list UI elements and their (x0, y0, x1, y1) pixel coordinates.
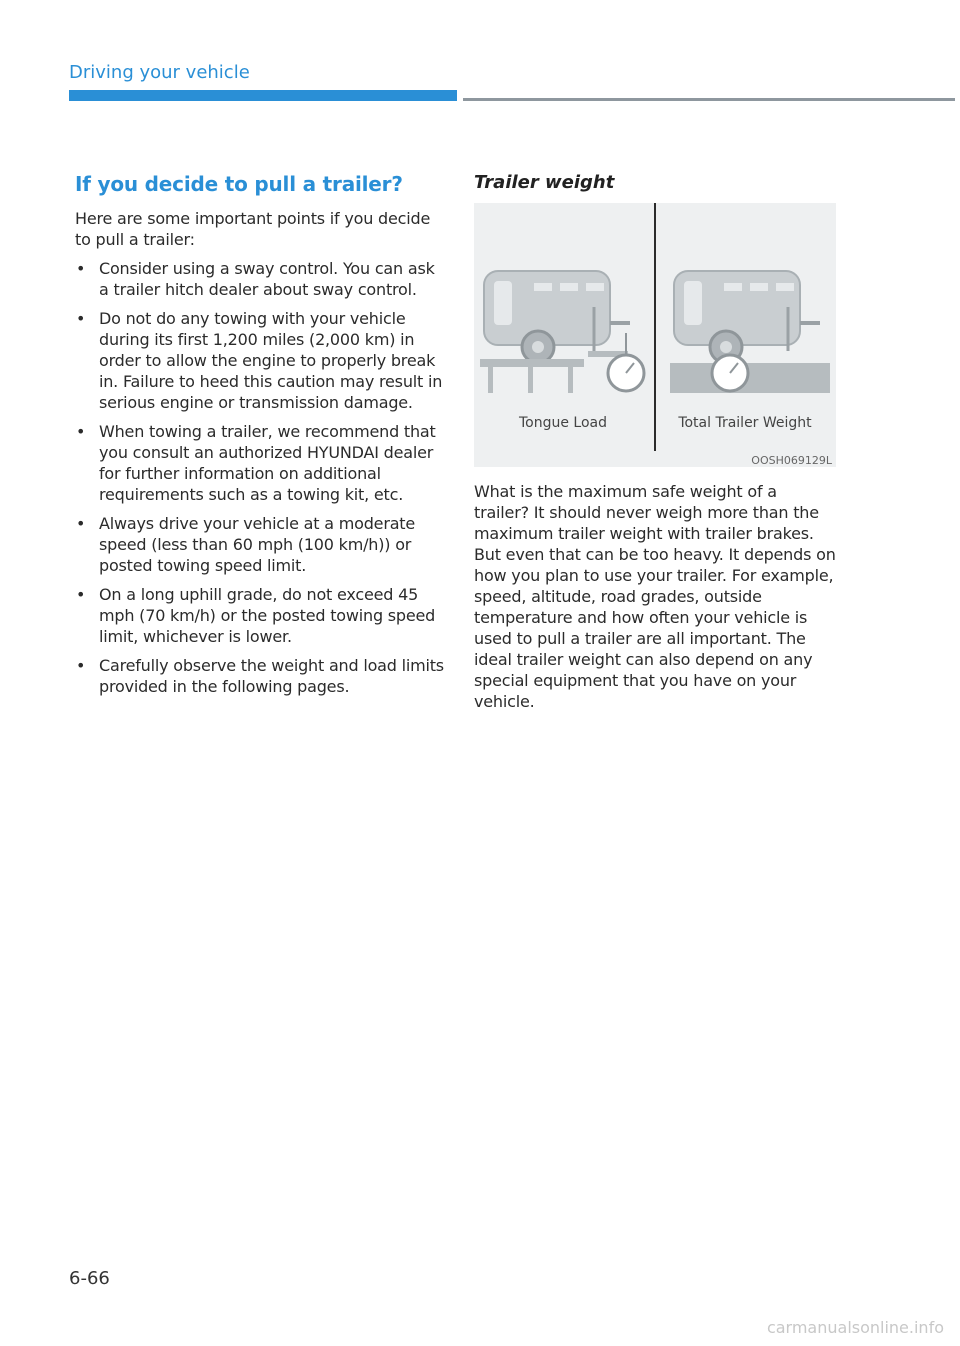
list-item (75, 584, 445, 647)
bullet-icon: • (76, 585, 86, 604)
bullet-list (75, 258, 445, 697)
left-column (75, 172, 445, 705)
list-item (75, 258, 445, 300)
list-item-text: Do not do any towing with your vehicle during its first 1,200 miles (2,000 km) in order to allow the engine to properly break in. Failure to heed this caution may result in serious engine or transmission damage. (99, 309, 443, 412)
list-item (75, 655, 445, 697)
figure-code: OOSH069129L (751, 454, 832, 467)
total-weight-illustration (670, 263, 830, 398)
section-heading: If you decide to pull a trailer? (75, 172, 403, 196)
list-item (75, 308, 445, 413)
trailer-weight-figure (474, 203, 836, 467)
list-item (75, 513, 445, 576)
bullet-icon: • (76, 514, 86, 533)
right-column (474, 172, 836, 712)
subsection-heading: Trailer weight (474, 172, 615, 193)
page-number: 6-66 (69, 1268, 110, 1289)
bullet-icon: • (76, 656, 86, 675)
bullet-icon: • (76, 259, 86, 278)
list-item-text: When towing a trailer, we recommend that you consult an authorized HYUNDAI dealer for further information on additional requirements such as a towing kit, etc. (99, 422, 436, 504)
figure-divider (654, 203, 656, 451)
figure-label-total-weight: Total Trailer Weight (678, 415, 812, 431)
intro-text: Here are some important points if you decide to pull a trailer: (75, 209, 431, 249)
list-item-text: Always drive your vehicle at a moderate speed (less than 60 mph (100 km/h)) or posted towing speed limit. (99, 514, 416, 575)
section-title: Driving your vehicle (69, 62, 250, 83)
watermark: carmanualsonline.info (766, 1318, 944, 1337)
tongue-load-illustration (480, 263, 650, 398)
bullet-icon: • (76, 422, 86, 441)
bullet-icon: • (76, 309, 86, 328)
list-item-text: On a long uphill grade, do not exceed 45 mph (70 km/h) or the posted towing speed limit, whichever is lower. (99, 585, 436, 646)
trailer-weight-paragraph: What is the maximum safe weight of a trailer? It should never weigh more than the maximum trailer weight with trailer brakes. But even that can be too heavy. It depends on how you plan to use your trailer. For example, speed, altitude, road grades, outside temperature and how often your vehicle is used to pull a trailer are all important. The ideal trailer weight can also depend on any special equipment that you have on your vehicle. (474, 482, 836, 711)
list-item-text: Consider using a sway control. You can ask a trailer hitch dealer about sway control. (99, 259, 435, 299)
list-item-text: Carefully observe the weight and load limits provided in the following pages. (99, 656, 444, 696)
list-item (75, 421, 445, 505)
header-bar-blue (69, 90, 457, 101)
figure-label-tongue-load: Tongue Load (518, 415, 608, 431)
header-bar-gray (463, 98, 955, 101)
